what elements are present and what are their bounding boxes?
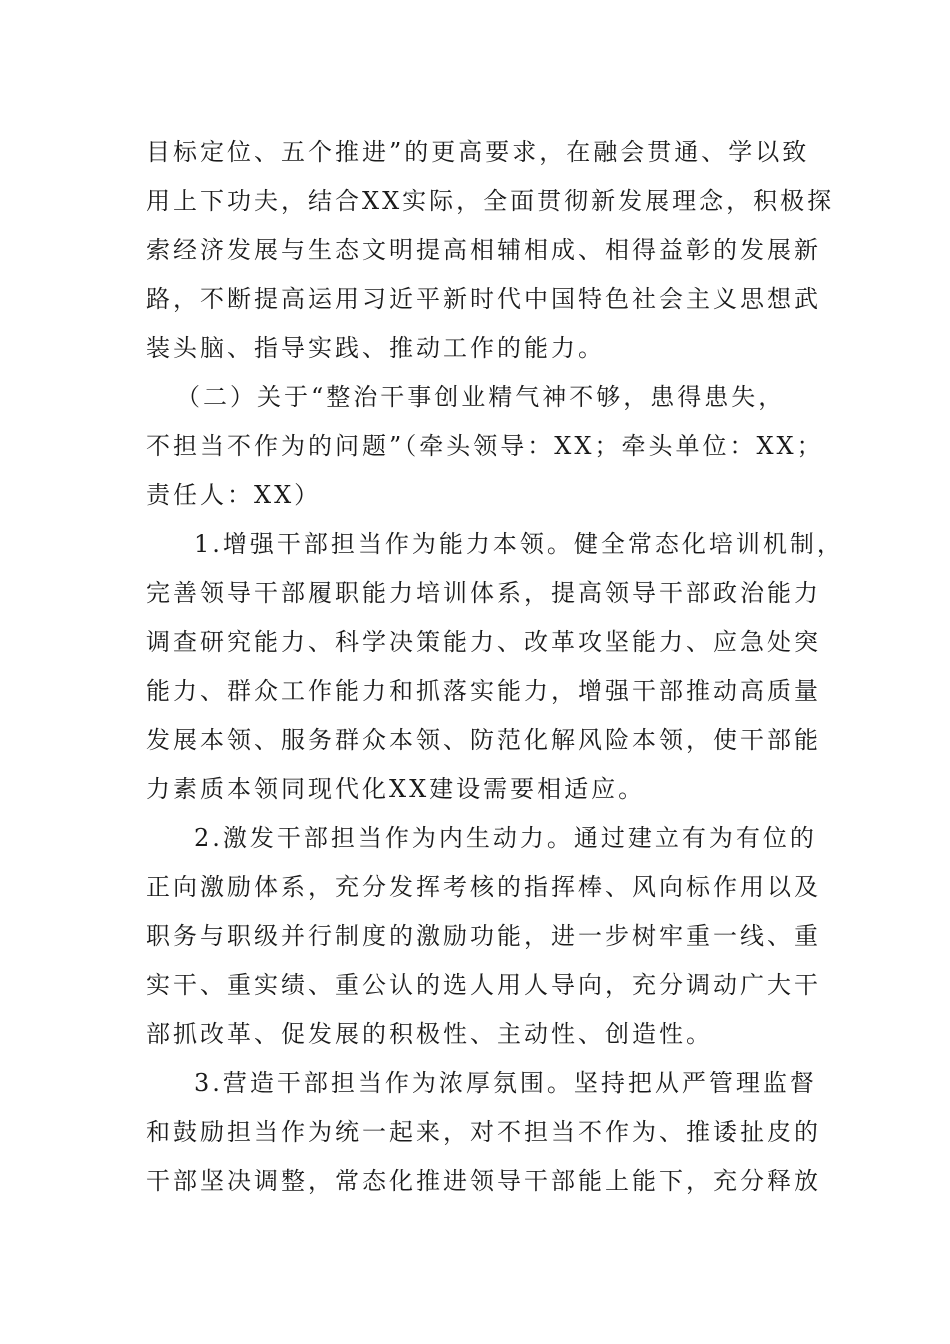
section-heading-line: （二）关于“整治干事创业精气神不够，患得患失， (176, 383, 786, 411)
paragraph-line: 1.增强干部担当作为能力本领。健全常态化培训机制， (194, 530, 844, 558)
paragraph-line: 力素质本领同现代化XX建设需要相适应。 (146, 775, 646, 803)
section-heading-line: 责任人：XX） (146, 481, 322, 509)
paragraph-line: 用上下功夫，结合XX实际，全面贯彻新发展理念，积极探 (146, 187, 835, 215)
paragraph-line: 职务与职级并行制度的激励功能，进一步树牢重一线、重 (146, 922, 821, 950)
document-body (146, 128, 844, 1206)
paragraph-line: 能力、群众工作能力和抓落实能力，增强干部推动高质量 (146, 677, 821, 705)
paragraph-line: 正向激励体系，充分发挥考核的指挥棒、风向标作用以及 (146, 873, 821, 901)
paragraph-line: 发展本领、服务群众本领、防范化解风险本领，使干部能 (146, 726, 821, 754)
paragraph-line: 装头脑、指导实践、推动工作的能力。 (146, 334, 605, 362)
paragraph-line: 完善领导干部履职能力培训体系，提高领导干部政治能力 (146, 579, 821, 607)
paragraph-line: 调查研究能力、科学决策能力、改革攻坚能力、应急处突 (146, 628, 821, 656)
paragraph-line: 目标定位、五个推进”的更高要求，在融会贯通、学以致 (146, 138, 810, 166)
paragraph-line: 部抓改革、促发展的积极性、主动性、创造性。 (146, 1020, 713, 1048)
paragraph-line: 路，不断提高运用习近平新时代中国特色社会主义思想武 (146, 285, 821, 313)
paragraph-line: 3.营造干部担当作为浓厚氛围。坚持把从严管理监督 (194, 1069, 817, 1097)
paragraph-line: 2.激发干部担当作为内生动力。通过建立有为有位的 (194, 824, 817, 852)
paragraph-line: 干部坚决调整，常态化推进领导干部能上能下，充分释放 (146, 1167, 821, 1195)
paragraph-line: 索经济发展与生态文明提高相辅相成、相得益彰的发展新 (146, 236, 821, 264)
paragraph-line: 实干、重实绩、重公认的选人用人导向，充分调动广大干 (146, 971, 821, 999)
paragraph-line: 和鼓励担当作为统一起来，对不担当不作为、推诿扯皮的 (146, 1118, 821, 1146)
section-heading-line: 不担当不作为的问题”（牵头领导：XX；牵头单位：XX； (146, 432, 824, 460)
